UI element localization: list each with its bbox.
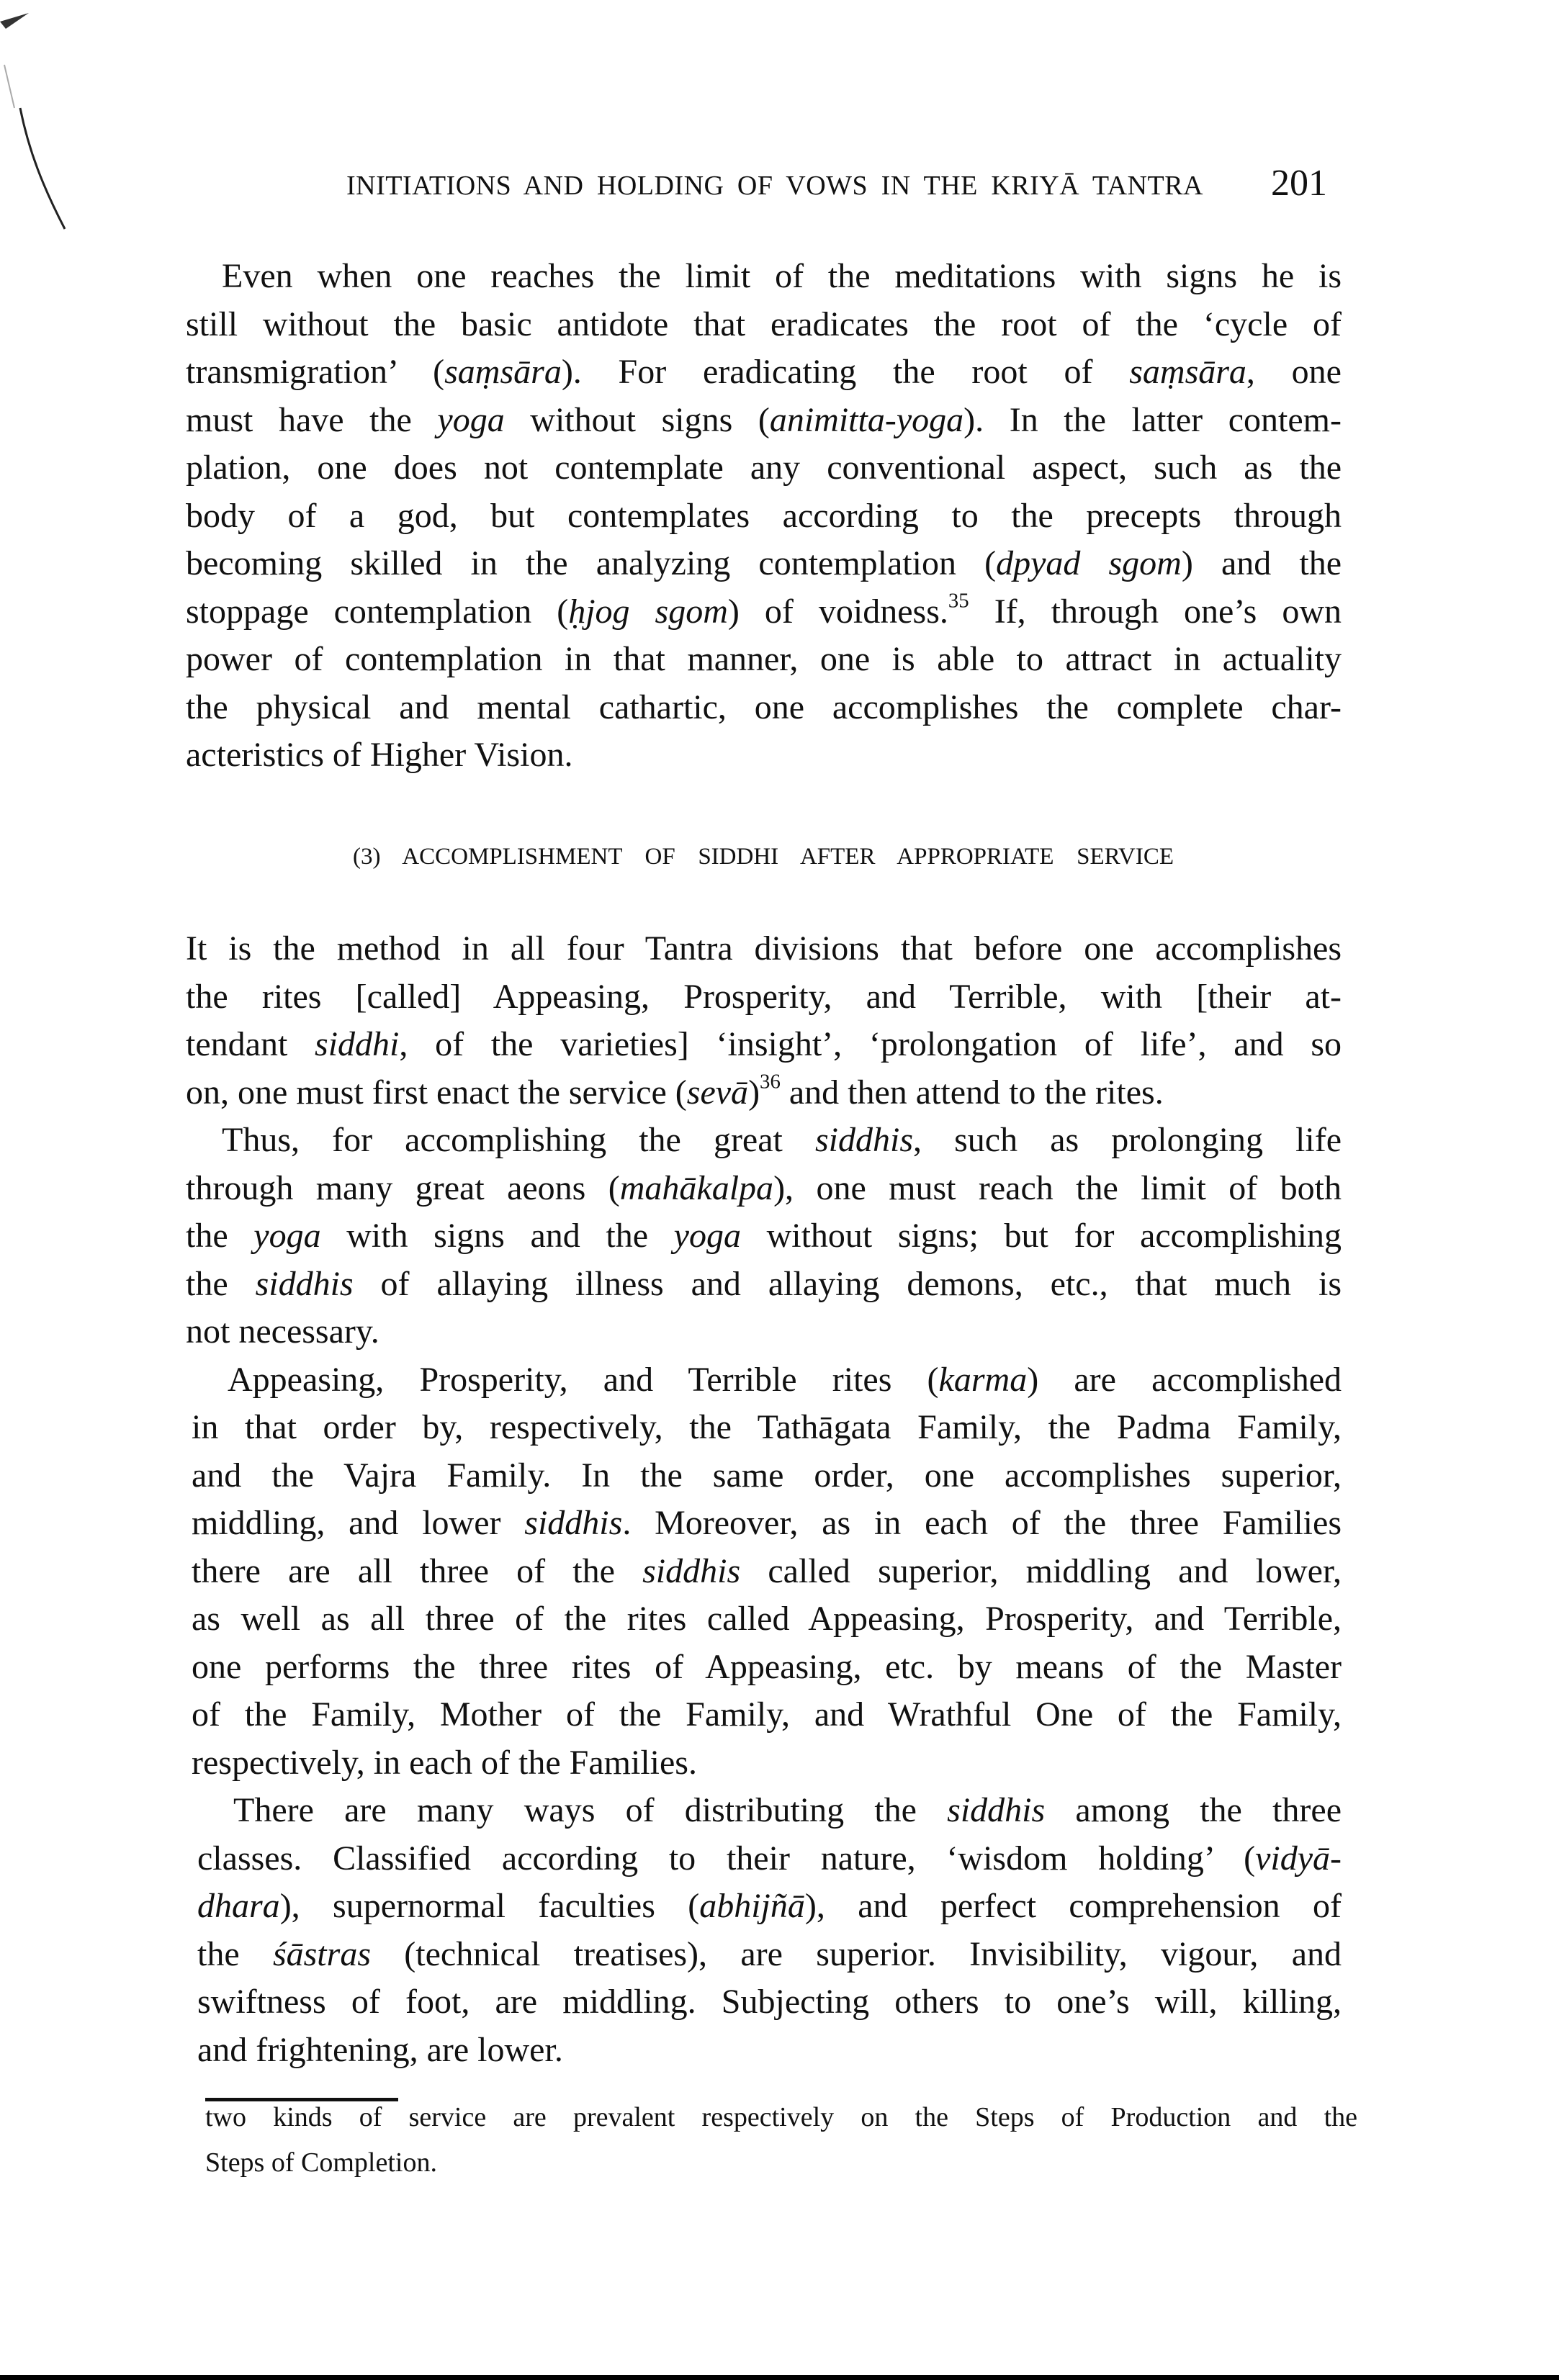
text-run: plation, one does not contemplate any conventional aspect, such as the <box>186 448 1342 487</box>
text-line <box>186 1069 1342 1117</box>
text-line <box>186 1021 1342 1069</box>
text-run: the <box>186 1264 256 1303</box>
italic-term: siddhis <box>642 1551 741 1590</box>
text-line <box>186 348 1342 397</box>
text-run: of allaying illness and allaying demons, etc., that much is <box>353 1264 1342 1303</box>
italic-term: animitta-yoga <box>769 400 964 439</box>
text-line <box>186 973 1342 1022</box>
italic-term: śāstras <box>272 1934 371 1973</box>
text-run: with signs and the <box>320 1217 674 1255</box>
text-line <box>205 2140 1357 2186</box>
text-run: stoppage contemplation ( <box>186 592 569 631</box>
text-run: in that order by, respectively, the Tathāgata Family, the Padma Family, <box>192 1408 1342 1446</box>
text-run: there are all three of the <box>192 1551 643 1590</box>
text-line <box>197 1978 1342 2027</box>
text-run: ) and the <box>1181 544 1342 582</box>
text-run: among the three <box>1045 1791 1342 1829</box>
text-line <box>197 1883 1342 1931</box>
text-line <box>192 1595 1342 1644</box>
text-run: becoming skilled in the analyzing contemplation ( <box>186 544 997 582</box>
text-line <box>186 444 1342 492</box>
italic-term: siddhi <box>315 1025 400 1063</box>
text-run: , one <box>1246 353 1342 391</box>
italic-term: yoga <box>253 1217 321 1255</box>
text-run: transmigration’ ( <box>186 353 445 391</box>
text-line <box>197 1931 1342 1979</box>
text-line <box>197 1787 1342 1835</box>
text-line <box>186 731 1342 780</box>
text-run: of the Family, Mother of the Family, and Wrathful One of the Family, <box>192 1695 1342 1734</box>
text-line <box>205 2095 1357 2140</box>
text-line <box>186 1261 1342 1309</box>
text-run: (technical treatises), are superior. Invisibility, vigour, and <box>371 1934 1342 1973</box>
text-run: There are many ways of distributing the <box>233 1791 948 1829</box>
text-line <box>192 1691 1342 1739</box>
text-run: tendant <box>186 1025 315 1063</box>
text-run: on, one must first enact the service ( <box>186 1073 687 1112</box>
text-run: Steps of Completion. <box>205 2147 437 2178</box>
paragraph-3 <box>186 1117 1342 1356</box>
text-run: If, through one’s own <box>969 592 1342 631</box>
text-run: must have the <box>186 400 438 439</box>
text-line <box>192 1739 1342 1788</box>
text-run: middling, and lower <box>192 1504 525 1542</box>
italic-term: siddhis <box>255 1264 354 1303</box>
text-run: still without the basic antidote that eradicates the root of the ‘cycle of <box>186 305 1342 343</box>
text-run: acteristics of Higher Vision. <box>186 736 573 774</box>
paragraph-4 <box>192 1356 1342 1788</box>
section-heading: (3) ACCOMPLISHMENT OF SIDDHI AFTER APPROPRIATE SERVICE <box>353 844 1174 870</box>
text-run: Even when one reaches the limit of the meditations with signs he is <box>222 257 1342 295</box>
text-run: and frightening, are lower. <box>197 2030 563 2069</box>
text-run: as well as all three of the rites called Appeasing, Prosperity, and Terrible, <box>192 1600 1342 1638</box>
text-run: body of a god, but contemplates according to the precepts through <box>186 496 1342 535</box>
text-line <box>186 1165 1342 1213</box>
italic-term: yoga <box>673 1217 741 1255</box>
text-run: the physical and mental cathartic, one accomplishes the complete char- <box>186 688 1342 726</box>
text-line <box>197 1835 1342 1883</box>
text-run: ) of voidness. <box>727 592 948 631</box>
paragraph-2 <box>186 925 1342 1117</box>
paragraph-1 <box>186 253 1342 780</box>
text-run: without signs; but for accomplishing <box>740 1217 1342 1255</box>
footnote-reference: 35 <box>948 588 969 612</box>
text-run: ), one must reach the limit of both <box>773 1168 1342 1207</box>
text-line <box>186 1308 1342 1356</box>
text-run: classes. Classified according to their nature, ‘wisdom holding’ ( <box>197 1839 1256 1878</box>
text-block-1 <box>186 253 1342 780</box>
footnote-text <box>205 2095 1357 2186</box>
text-run: one performs the three rites of Appeasing, etc. by means of the Master <box>192 1647 1342 1686</box>
text-run: and then attend to the rites. <box>780 1073 1164 1112</box>
text-run: ). In the latter contem- <box>963 400 1342 439</box>
text-line <box>186 253 1342 301</box>
text-run: . Moreover, as in each of the three Families <box>622 1504 1342 1542</box>
text-run: not necessary. <box>186 1312 379 1351</box>
text-run: ). For eradicating the root of <box>561 353 1130 391</box>
text-run: It is the method in all four Tantra divisions that before one accomplishes <box>186 929 1342 968</box>
text-run: respectively, in each of the Families. <box>192 1743 697 1782</box>
italic-term: dpyad sgom <box>996 544 1182 582</box>
italic-term: karma <box>938 1360 1028 1399</box>
text-run: ) are accomplished <box>1027 1360 1342 1399</box>
italic-term: abhijñā <box>699 1887 805 1925</box>
text-line <box>186 684 1342 732</box>
page-number: 201 <box>1271 163 1327 204</box>
italic-term: sevā <box>686 1073 749 1112</box>
paragraph-5 <box>197 1787 1342 2074</box>
running-head: INITIATIONS AND HOLDING OF VOWS IN THE KRIYĀ TANTRA <box>346 171 1203 201</box>
text-run: ), and perfect comprehension of <box>804 1887 1342 1925</box>
text-line <box>186 1212 1342 1261</box>
text-line <box>186 397 1342 445</box>
text-run: ) <box>748 1073 760 1112</box>
text-run: the <box>186 1217 254 1255</box>
text-run: without signs ( <box>504 400 770 439</box>
italic-term: mahākalpa <box>619 1168 774 1207</box>
italic-term: yoga <box>437 400 505 439</box>
text-line <box>186 540 1342 588</box>
text-run: ), supernormal faculties ( <box>279 1887 700 1925</box>
text-run: two kinds of service are prevalent respectively on the Steps of Production and the <box>205 2102 1357 2132</box>
text-run: Thus, for accomplishing the great <box>222 1121 815 1159</box>
footnote-reference: 36 <box>760 1069 781 1093</box>
italic-term: vidyā- <box>1255 1839 1342 1878</box>
text-run: the <box>197 1934 273 1973</box>
italic-term: siddhis <box>814 1121 914 1159</box>
text-line <box>186 925 1342 973</box>
text-block-2 <box>186 925 1342 2074</box>
text-line <box>192 1452 1342 1500</box>
italic-term: saṃsāra <box>444 353 562 391</box>
scan-mark-decoration <box>0 0 86 245</box>
italic-term: siddhis <box>947 1791 1046 1829</box>
text-line <box>186 588 1342 636</box>
text-run: called superior, middling and lower, <box>740 1551 1342 1590</box>
text-line <box>192 1356 1342 1405</box>
text-line <box>197 2027 1342 2075</box>
text-line <box>186 636 1342 684</box>
italic-term: ḥjog sgom <box>568 592 728 631</box>
text-run: , such as prolonging life <box>913 1121 1342 1159</box>
italic-term: saṃsāra <box>1129 353 1246 391</box>
text-line <box>192 1404 1342 1452</box>
scan-edge-bar <box>0 2375 1559 2380</box>
italic-term: siddhis <box>524 1504 623 1542</box>
footnote <box>205 2095 1357 2186</box>
text-line <box>186 492 1342 541</box>
text-line <box>186 1117 1342 1165</box>
text-line <box>192 1644 1342 1692</box>
text-line <box>186 301 1342 349</box>
text-run: swiftness of foot, are middling. Subjecting others to one’s will, killing, <box>197 1983 1342 2021</box>
text-run: the rites [called] Appeasing, Prosperity, and Terrible, with [their at- <box>186 977 1342 1016</box>
text-run: through many great aeons ( <box>186 1168 620 1207</box>
text-run: and the Vajra Family. In the same order, one accomplishes superior, <box>192 1456 1342 1495</box>
text-line <box>192 1500 1342 1548</box>
italic-term: dhara <box>197 1887 280 1925</box>
text-line <box>192 1548 1342 1596</box>
text-run: , of the varieties] ‘insight’, ‘prolongation of life’, and so <box>399 1025 1342 1063</box>
text-run: power of contemplation in that manner, one is able to attract in actuality <box>186 640 1342 678</box>
text-run: Appeasing, Prosperity, and Terrible rites ( <box>228 1360 939 1399</box>
